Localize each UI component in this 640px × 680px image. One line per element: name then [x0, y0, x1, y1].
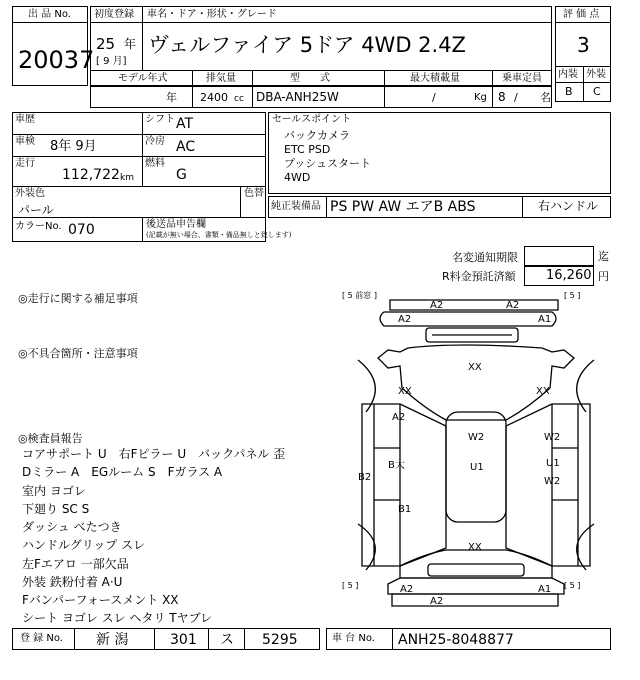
mark-roof-front: W2 [468, 432, 485, 443]
registration-kana: ス [220, 632, 234, 648]
first-registration-month: [ 9 月] [96, 56, 127, 67]
color-no-value: 070 [68, 222, 95, 238]
color-no-label: カラーNo. [15, 221, 62, 232]
displacement-value: 2400 [200, 91, 228, 104]
cap-rear-right: [ 5 ] [564, 581, 581, 590]
history-label: 車歴 [15, 114, 35, 125]
steering-side: 右ハンドル [538, 199, 599, 213]
after-docs-label: 後送品申告欄 [146, 219, 206, 230]
inspector-line: ダッシュ べたつき [22, 520, 122, 534]
mark-left-rear-door: B大 [388, 460, 405, 471]
color-value: パール [18, 203, 54, 217]
defects-title: ◎不具合箇所・注意事項 [18, 347, 138, 360]
mark-rear-bottom: A2 [430, 596, 444, 607]
left-side-panel [362, 404, 400, 566]
model-code: DBA-ANH25W [256, 90, 339, 104]
inspection-value: 8年 9月 [50, 139, 97, 154]
mark-left-front-door: A2 [392, 412, 406, 423]
car-name-label: 車名・ドア・形状・グレード [147, 9, 277, 20]
capacity-value: 8 [498, 90, 506, 104]
mark-tailgate: XX [468, 542, 482, 553]
displacement-label: 排気量 [206, 73, 236, 84]
sales-points-title: セールスポイント [272, 114, 352, 125]
model-year-value: 年 [166, 91, 177, 104]
interior-label: 内装 [558, 69, 578, 80]
registration-class: 301 [170, 632, 197, 648]
chassis-label: 車 台 No. [332, 633, 375, 644]
name-change-value-box [524, 246, 594, 266]
exterior-grade: C [593, 85, 601, 98]
shift-value: AT [176, 116, 194, 132]
ac-label: 冷房 [145, 136, 165, 147]
first-registration-label: 初度登録 [94, 9, 134, 20]
inspector-line: 下廻り SC S [22, 502, 90, 516]
inspector-line: 室内 ヨゴレ [22, 484, 86, 498]
mileage-value: 112,722 [62, 167, 120, 183]
recycle-value: 16,260 [546, 268, 592, 283]
cap-front-right: [ 5 ] [564, 291, 581, 300]
mark-right-rear-door-a: U1 [546, 458, 560, 469]
mileage-unit: km [120, 173, 134, 183]
rear-window [428, 564, 524, 576]
ac-value: AC [176, 139, 196, 155]
inspector-line: 左Fエアロ 一部欠品 [22, 557, 129, 571]
cap-front-left: [ 5 前窓 ] [342, 291, 377, 300]
inspector-line: Fバンパーフォースメント XX [22, 593, 179, 607]
front-top-bar [390, 300, 558, 310]
registration-number: 5295 [262, 632, 298, 648]
max-load-sep: / [432, 91, 436, 104]
mark-left-sill: B2 [358, 472, 372, 483]
bonnet-outline [378, 345, 574, 420]
rear-bottom-bar [392, 594, 558, 606]
model-year-label: モデル年式 [118, 73, 168, 84]
mark-bonnet: XX [468, 362, 482, 373]
inspector-line: コアサポート U 右Fピラー U バックパネル 歪 [22, 447, 286, 461]
sales-point-item: プッシュスタート [284, 157, 372, 170]
mark-front-bumper-right: A1 [538, 314, 552, 325]
mark-rear-bumper-right: A1 [538, 584, 552, 595]
sales-point-item: 4WD [284, 171, 311, 184]
fuel-label: 燃料 [145, 158, 165, 169]
sales-point-item: バックカメラ [284, 129, 350, 142]
evaluation-label: 評 価 点 [563, 9, 600, 20]
mark-front-bumper-left: A2 [398, 314, 412, 325]
capacity-sep: / [514, 91, 518, 104]
mark-left-front-fender: XX [398, 386, 412, 397]
mark-rear-bumper-left: A2 [400, 584, 414, 595]
mark-front-top-right: A2 [506, 300, 520, 311]
first-registration-year: 25 [96, 35, 116, 53]
right-rear-wheel-arc [577, 524, 594, 570]
evaluation-score: 3 [577, 33, 590, 57]
mark-roof-mid: U1 [470, 462, 484, 473]
car-damage-diagram [338, 288, 614, 624]
cap-rear-left: [ 5 ] [342, 581, 359, 590]
inspector-title: ◎検査員報告 [18, 432, 83, 445]
inspector-line: シート ヨゴレ スレ ヘタリ Tヤブレ [22, 611, 213, 625]
exterior-label: 外装 [586, 69, 606, 80]
mark-right-front-fender: XX [536, 386, 550, 397]
inspector-line: 外装 鉄粉付着 A·U [22, 575, 123, 589]
inspector-line: Dミラー A EGルーム S Fガラス A [22, 465, 223, 479]
name-change-label: 名変通知期限 [452, 251, 518, 264]
max-load-label: 最大積載量 [410, 73, 460, 84]
after-docs-note: (記載が無い場合、書類・備品無しと致します) [146, 231, 292, 239]
car-name: ヴェルファイア 5ドア 4WD 2.4Z [148, 33, 466, 57]
registration-region: 新 潟 [96, 632, 129, 648]
equipment-label: 純正装備品 [271, 201, 321, 212]
displacement-unit: cc [234, 94, 244, 104]
left-rear-wheel-arc [358, 524, 375, 570]
name-change-unit: 迄 [598, 250, 609, 263]
shift-label: シフト [145, 114, 175, 125]
fuel-value: G [176, 167, 187, 183]
color-change-label: 色替 [244, 188, 264, 199]
driving-notes-title: ◎走行に関する補足事項 [18, 292, 138, 305]
registration-label: 登 録 No. [20, 633, 63, 644]
mark-right-rear-door-b: W2 [544, 476, 561, 487]
model-code-label: 型 式 [290, 73, 330, 84]
mark-front-top-left: A2 [430, 300, 444, 311]
mark-left-rear-fender: B1 [398, 504, 412, 515]
inspection-label: 車検 [15, 136, 35, 147]
max-load-unit: Kg [474, 92, 487, 103]
capacity-unit: 名 [540, 91, 551, 104]
color-label: 外装色 [15, 188, 45, 199]
sales-point-item: ETC PSD [284, 143, 331, 156]
year-unit: 年 [124, 37, 137, 51]
capacity-label: 乗車定員 [502, 73, 542, 84]
chassis-number: ANH25-8048877 [398, 632, 514, 648]
lot-number: 20037 [18, 46, 95, 74]
recycle-unit: 円 [598, 270, 609, 283]
interior-grade: B [565, 85, 573, 98]
inspector-line: ハンドルグリップ スレ [22, 538, 146, 552]
mark-right-front-door: W2 [544, 432, 561, 443]
recycle-label: R料金預託済額 [442, 270, 516, 283]
equipment-value: PS PW AW エアB ABS [330, 199, 476, 215]
mileage-label: 走行 [15, 158, 35, 169]
lot-label: 出 品 No. [28, 9, 71, 20]
